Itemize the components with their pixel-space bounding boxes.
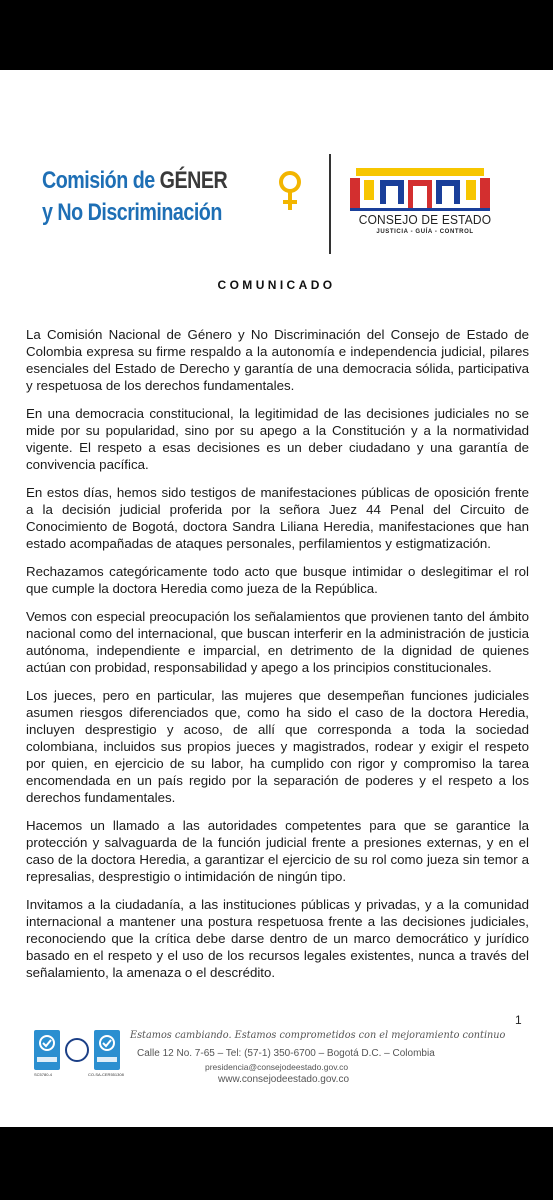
certification-badges [34, 1030, 124, 1080]
top-black-bar [0, 0, 553, 70]
consejo-de-estado-logo [342, 166, 508, 244]
footer-email[interactable]: presidencia@consejodeestado.gov.co [205, 1062, 349, 1072]
cert-code-1: SC5780-4 [34, 1072, 53, 1077]
footer-website[interactable]: www.consejodeestado.gov.co [218, 1074, 350, 1085]
footer-address: Calle 12 No. 7-65 – Tel: (57-1) 350-6700 – Bogotá D.C. – Colombia [137, 1048, 435, 1059]
icontec-icon [94, 1030, 120, 1070]
icontec-badge-1 [34, 1030, 60, 1070]
consejo-tagline: JUSTICIA - GUÍA - CONTROL [376, 229, 474, 235]
document-body [26, 326, 529, 992]
paragraph: Los jueces, pero en particular, las mujeres que desempeñan funciones judiciales asumen riesgos diferenciados que, como ha sido el caso de la doctora Heredia, incluyen desprestigio y acoso, de allí que corresponda a toda la sociedad colombiana, incluidos sus propios jueces y magistrados, rodear y exigir el respeto por quien, en ejercicio de su labor, ha cumplido con rigor y compromiso la tarea encomendada en un país regido por la separación de poderes y el respeto a los derechos fundamentales. [26, 688, 529, 805]
cert-code-3: CO-SA-CER551308 [88, 1072, 124, 1077]
iqnet-icon [65, 1038, 89, 1062]
icontec-icon [34, 1030, 60, 1070]
comision-genero-logo [42, 166, 312, 230]
page-number: 1 [515, 1013, 522, 1027]
logo-title-part-a: Comisión de [42, 167, 160, 194]
building-icon [350, 166, 490, 212]
paragraph: Vemos con especial preocupación los señalamientos que provienen tanto del ámbito nacional como del internacional, que buscan interferir en la administración de justicia autónoma, independiente e imparcial, en detrimento de la dignidad de quienes actúan con probidad, responsabilidad y apego a los principios constitucionales. [26, 609, 529, 675]
paragraph: Hacemos un llamado a las autoridades competentes para que se garantice la protección y salvaguarda de la función judicial frente a presiones externas, y en el caso de la doctora Heredia, a garantizar el ejercicio de su rol como jueza sin temor a represalias, desprestigio o intimidación de ningún tipo. [26, 818, 529, 884]
icontec-badge-2 [94, 1030, 120, 1070]
footer-motto: Estamos cambiando. Estamos comprometidos con el mejoramiento continuo [130, 1030, 506, 1041]
logo-title-line2: y No Discriminación [42, 199, 222, 226]
venus-icon [275, 170, 305, 214]
paragraph: En estos días, hemos sido testigos de manifestaciones públicas de oposición frente a la decisión judicial proferida por la señora Juez 44 Penal del Circuito de Conocimiento de Bogotá, doctora Sandra Liliana Heredia, manifestaciones que han estado acompañadas de ataques personales, perfilamientos y estigmatización. [26, 485, 529, 551]
bottom-black-bar [0, 1127, 553, 1200]
paragraph: Rechazamos categóricamente todo acto que busque intimidar o deslegitimar el rol que cumple la doctora Heredia como jueza de la República. [26, 564, 529, 596]
logo-title-part-b: GÉNER [159, 167, 228, 194]
consejo-name: CONSEJO DE ESTADO [358, 212, 492, 227]
logo-divider [329, 154, 331, 254]
document-heading: COMUNICADO [217, 278, 336, 292]
paragraph: En una democracia constitucional, la legitimidad de las decisiones judiciales no se mide por su popularidad, sino por su apego a la Constitución y a la normatividad vigente. El respeto a esas decisiones es un deber ciudadano y una garantía de convivencia pacífica. [26, 406, 529, 472]
paragraph: La Comisión Nacional de Género y No Discriminación del Consejo de Estado de Colombia expresa su firme respaldo a la autonomía e independencia judicial, pilares esenciales del Estado de Derecho y garantía de una democracia sólida, participativa y respetuosa de los derechos fundamentales. [26, 327, 529, 393]
logo-title-line1 [42, 166, 227, 196]
paragraph: Invitamos a la ciudadanía, a las instituciones públicas y privadas, y a la comunidad internacional a mantener una postura respetuosa frente a las decisiones judiciales, reconociendo que la crítica debe darse dentro de un marco democrático y jurídico basado en el respeto y el uso de los recursos legales existentes, nunca a través del señalamiento, la amenaza o el descrédito. [26, 897, 529, 980]
